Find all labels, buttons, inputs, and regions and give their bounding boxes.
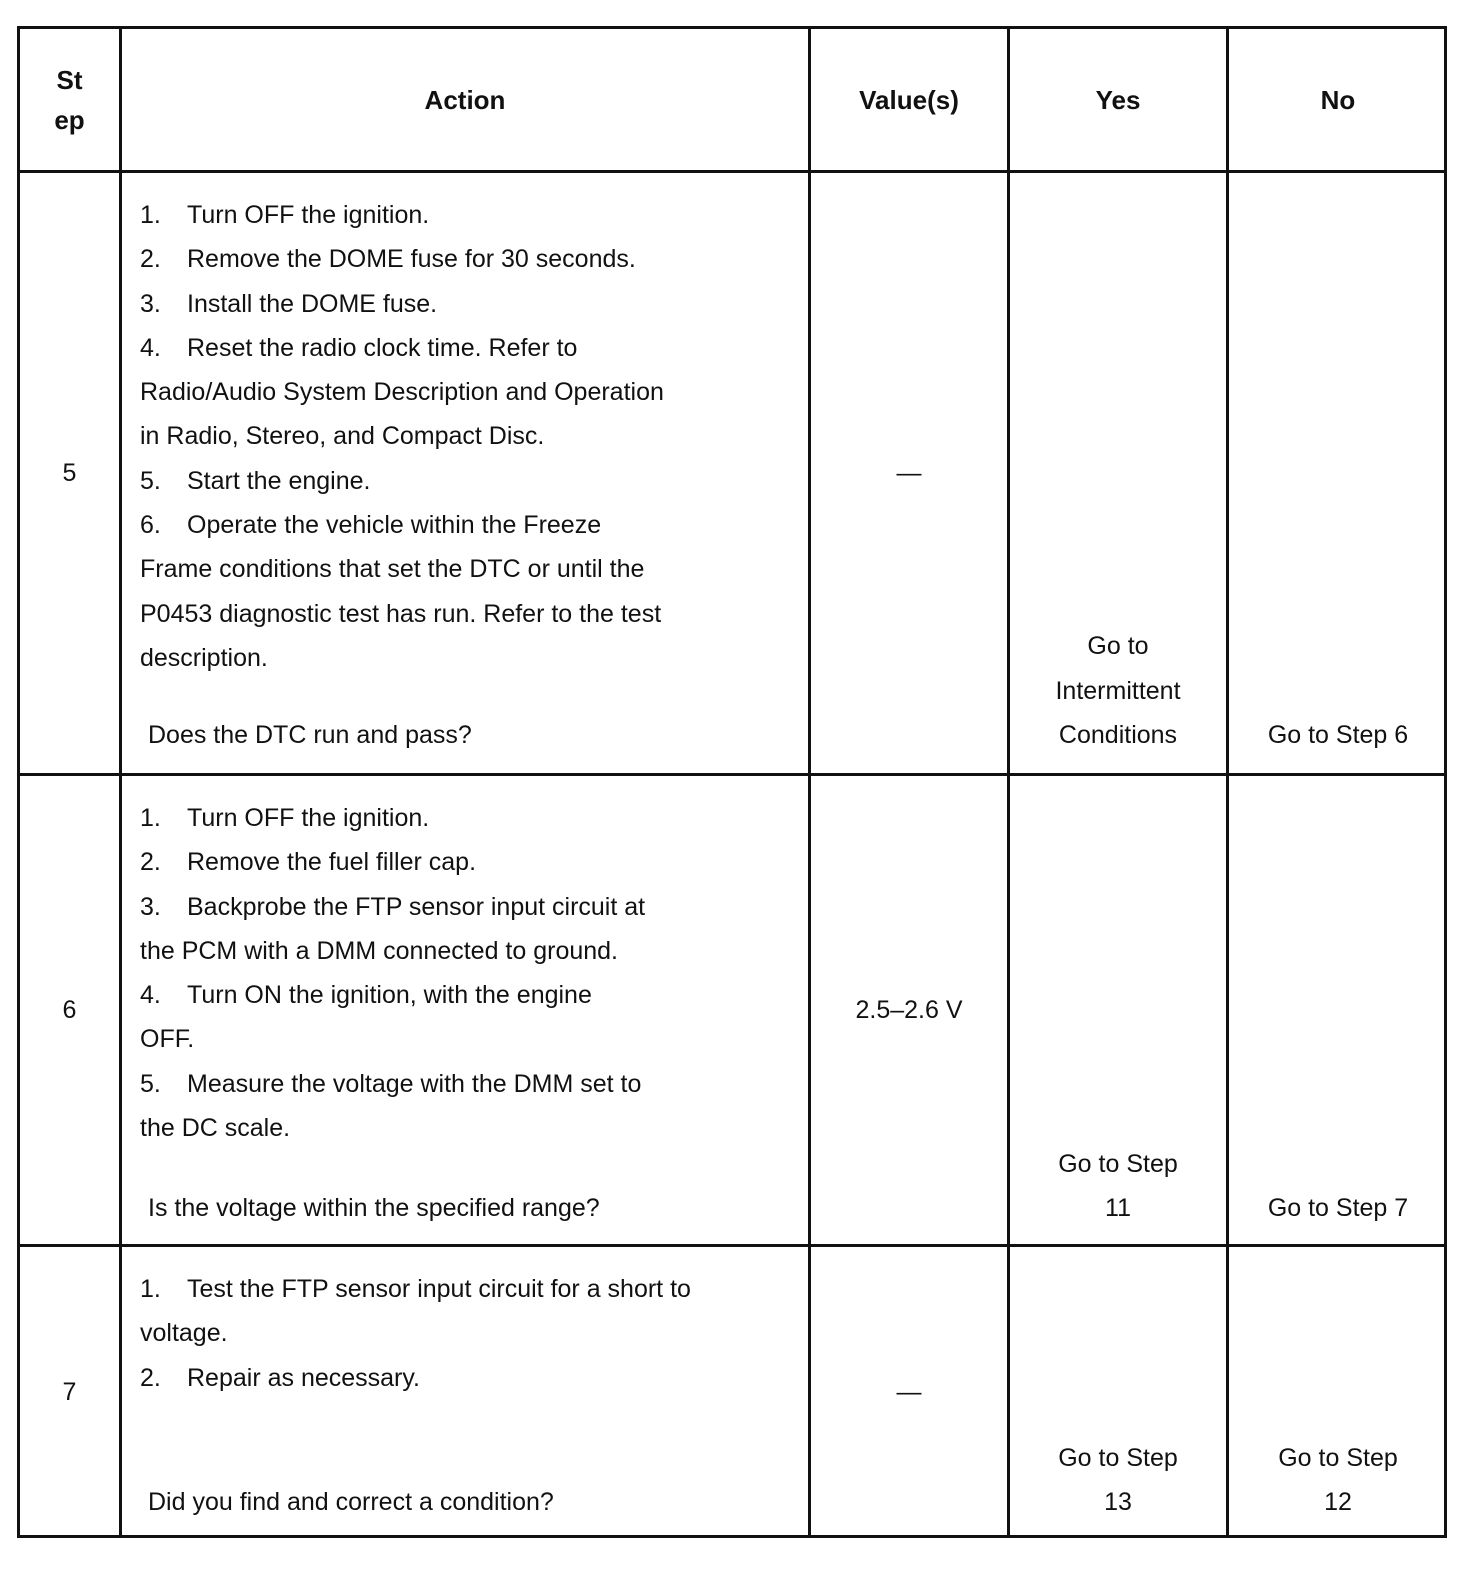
no-action-line: Go to Step 7 [1267, 1194, 1409, 1222]
action-cell [122, 1247, 808, 1538]
step-text: Reset the radio clock time. Refer to [187, 333, 578, 362]
step-text-continued: Radio/Audio System Description and Operation [140, 378, 664, 407]
step-index: 2. [140, 1363, 161, 1392]
step-index: 3. [140, 892, 161, 921]
step-index: 1. [140, 804, 161, 832]
header-step-line: St [56, 64, 83, 95]
step-text-continued: in Radio, Stereo, and Compact Disc. [140, 422, 545, 451]
action-step [140, 237, 808, 281]
step-text: Repair as necessary. [187, 1363, 420, 1392]
yes-cell [1010, 173, 1226, 773]
step-index: 4. [140, 333, 161, 362]
question-text: Is the voltage within the specified range? [148, 1194, 600, 1222]
step-text-continued: description. [140, 643, 268, 672]
no-action [1229, 713, 1447, 757]
step-index: 5. [140, 1069, 161, 1098]
step-text: Operate the vehicle within the Freeze [187, 511, 602, 540]
header-values: Value(s) [859, 84, 959, 115]
step-text-continued: the DC scale. [140, 1114, 291, 1143]
step-index: 1. [140, 1275, 161, 1303]
no-action [1229, 1436, 1447, 1525]
no-cell [1229, 1247, 1447, 1538]
step-text: Turn OFF the ignition. [187, 201, 430, 229]
step-index: 6. [140, 511, 161, 540]
step-text: Turn OFF the ignition. [187, 804, 430, 832]
no-action-line: Go to Step [1278, 1443, 1398, 1472]
step-text: Backprobe the FTP sensor input circuit at [187, 892, 646, 921]
action-step [140, 1356, 808, 1400]
step-number: 6 [62, 995, 77, 1024]
yes-action [1010, 1142, 1226, 1231]
no-action-line: 12 [1324, 1487, 1352, 1516]
step-text: Install the DOME fuse. [187, 289, 438, 318]
step-index: 5. [140, 466, 161, 495]
diagnostic-table [17, 26, 1447, 1538]
yes-action-line: 11 [1105, 1193, 1131, 1222]
step-text: Remove the DOME fuse for 30 seconds. [187, 245, 636, 274]
action-cell [122, 173, 808, 773]
step-index: 3. [140, 289, 161, 318]
step-text: Turn ON the ignition, with the engine [187, 981, 592, 1010]
yes-cell [1010, 1247, 1226, 1538]
header-step [20, 29, 119, 170]
action-step [140, 1062, 808, 1106]
question-text: Did you find and correct a condition? [148, 1488, 554, 1516]
header-no: No [1320, 84, 1356, 115]
value-cell: 2.5–2.6 V [855, 995, 963, 1024]
step-text: Remove the fuel filler cap. [187, 848, 477, 877]
action-step [140, 459, 808, 503]
yes-action-line: Conditions [1058, 720, 1178, 749]
step-text: Start the engine. [187, 466, 371, 495]
no-cell [1229, 776, 1447, 1244]
yes-action-line: Go to Step [1058, 1149, 1178, 1178]
question-text: Does the DTC run and pass? [148, 721, 472, 749]
action-step [140, 885, 808, 929]
action-cell [122, 776, 808, 1244]
step-index: 2. [140, 245, 161, 274]
yes-action-line: Go to Step [1058, 1443, 1178, 1472]
no-cell [1229, 173, 1447, 773]
action-step [140, 973, 808, 1017]
action-step [140, 840, 808, 884]
step-index: 2. [140, 848, 161, 877]
step-text-continued: OFF. [140, 1025, 195, 1054]
yes-action-line: Go to [1087, 632, 1149, 661]
no-action-line: Go to Step 6 [1267, 721, 1409, 749]
yes-cell [1010, 776, 1226, 1244]
step-text-continued: voltage. [140, 1319, 228, 1348]
action-step [140, 326, 808, 370]
header-yes: Yes [1095, 84, 1141, 115]
action-step [140, 193, 808, 237]
action-step [140, 503, 808, 547]
action-step [140, 1267, 808, 1311]
value-cell: — [896, 458, 922, 487]
step-text-continued: P0453 diagnostic test has run. Refer to the test [140, 599, 662, 628]
step-index: 1. [140, 201, 161, 229]
step-text-continued: the PCM with a DMM connected to ground. [140, 936, 619, 965]
yes-action-line: Intermittent [1055, 676, 1181, 705]
step-text: Measure the voltage with the DMM set to [187, 1069, 642, 1098]
step-number: 5 [62, 458, 77, 487]
header-step-line: ep [54, 104, 85, 135]
yes-action [1010, 1436, 1226, 1525]
yes-action [1010, 624, 1226, 757]
step-text-continued: Frame conditions that set the DTC or until the [140, 555, 645, 584]
step-text: Test the FTP sensor input circuit for a short to [187, 1275, 691, 1303]
step-index: 4. [140, 981, 161, 1010]
no-action [1229, 1186, 1447, 1230]
step-number: 7 [62, 1378, 77, 1406]
header-action: Action [424, 84, 506, 115]
action-step [140, 282, 808, 326]
action-step [140, 796, 808, 840]
value-cell: — [896, 1378, 922, 1406]
yes-action-line: 13 [1104, 1487, 1132, 1516]
